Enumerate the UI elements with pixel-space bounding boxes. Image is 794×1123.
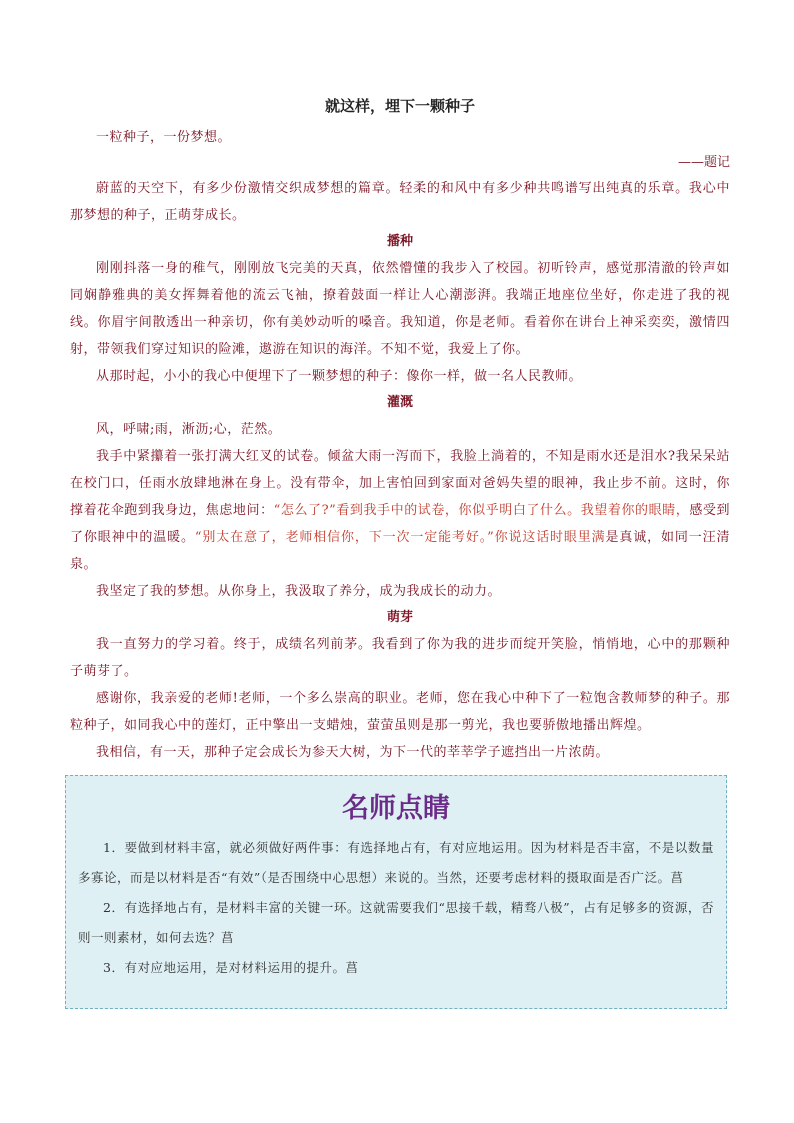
water-paragraph-3: 我坚定了我的梦想。从你身上，我汲取了养分，成为我成长的动力。 — [96, 584, 502, 599]
water-text-b: 感受到了你眼神中的温暖。 — [70, 503, 730, 545]
epigraph-signature: ——题记 — [677, 155, 730, 170]
water-quote-1: “怎么了?”看到我手中的试卷，你似乎明白了什么。我望着你的眼睛， — [273, 503, 690, 518]
intro-paragraph: 蔚蓝的天空下，有多少份激情交织成梦想的篇章。轻柔的和风中有多少种共鸣谱写出纯真的乐章。我心中那梦想的种子，正萌芽成长。 — [70, 181, 730, 223]
essay-title: 就这样，埋下一颗种子 — [324, 97, 475, 115]
water-paragraph-2 — [70, 443, 730, 578]
section-heading-sow: 播种 — [386, 234, 413, 249]
sow-paragraph-2: 从那时起，小小的我心中便埋下了一颗梦想的种子：像你一样，做一名人民教师。 — [96, 369, 583, 384]
tips-title: 名师点睛 — [342, 793, 450, 824]
tips-item: 2．有选择地占有，是材料丰富的关键一环。这就需要我们“思接千载，精骛八极”，占有足够多的资源，否则一则素材，如何去选？菖 — [78, 900, 714, 945]
water-quote-2: “别太在意了，老师相信你，下一次一定能考好。”你说这话时眼里满 — [194, 530, 606, 545]
section-heading-water: 灌溉 — [386, 395, 413, 410]
tips-item: 1．要做到材料丰富，就必须做好两件事：有选择地占有，有对应地运用。因为材料是否丰富，不是以数量多寡论，而是以材料是否“有效”（是否围绕中心思想）来说的。当然，还要考虑材料的摄取面是否广泛。菖 — [78, 840, 714, 885]
section-heading-sprout: 萌芽 — [386, 610, 413, 625]
water-text-c: 是真诚，如同一汪清泉。 — [70, 530, 730, 572]
teacher-tips-box — [65, 775, 727, 1009]
sprout-paragraph-3: 我相信，有一天，那种子定会成长为参天大树，为下一代的莘莘学子遮挡出一片浓荫。 — [96, 745, 610, 760]
sow-paragraph-1: 刚刚抖落一身的稚气，刚刚放飞完美的天真，依然懵懂的我步入了校园。初听铃声，感觉那清澈的铃声如同娴静雅典的美女挥舞着他的流云飞袖，撩着鼓面一样让人心潮澎湃。我端正地座位坐好，你走进了我的视线。你眉宇间散透出一种亲切，你有美妙动听的嗓音。我知道，你是老师。看着你在讲台上神采奕奕，激情四射，带领我们穿过知识的险滩，遨游在知识的海洋。不知不觉，我爱上了你。 — [70, 261, 730, 357]
epigraph: 一粒种子，一份梦想。 — [96, 130, 232, 145]
water-text-a: 我手中紧攥着一张打满大红叉的试卷。倾盆大雨一泻而下，我脸上淌着的，不知是雨水还是泪水?我呆呆站在校门口，任雨水放肆地淋在身上。没有带伞，加上害怕回到家面对爸妈失望的眼神，我止步不前。这时，你撑着花伞跑到我身边，焦虑地问： — [70, 449, 730, 518]
sprout-paragraph-2: 感谢你，我亲爱的老师!老师，一个多么崇高的职业。老师，您在我心中种下了一粒饱含教师梦的种子。那粒种子，如同我心中的莲灯，正中擎出一支蜡烛，萤萤虽则是那一剪光，我也要骄傲地播出辉煌。 — [70, 691, 730, 733]
tips-item: 3．有对应地运用，是对材料运用的提升。菖 — [103, 960, 359, 975]
sprout-paragraph-1: 我一直努力的学习着。终于，成绩名列前茅。我看到了你为我的进步而绽开笑脸，悄悄地，心中的那颗种子萌芽了。 — [70, 637, 730, 679]
essay — [70, 95, 730, 766]
water-paragraph-1: 风，呼啸;雨，淅沥;心，茫然。 — [96, 422, 282, 437]
